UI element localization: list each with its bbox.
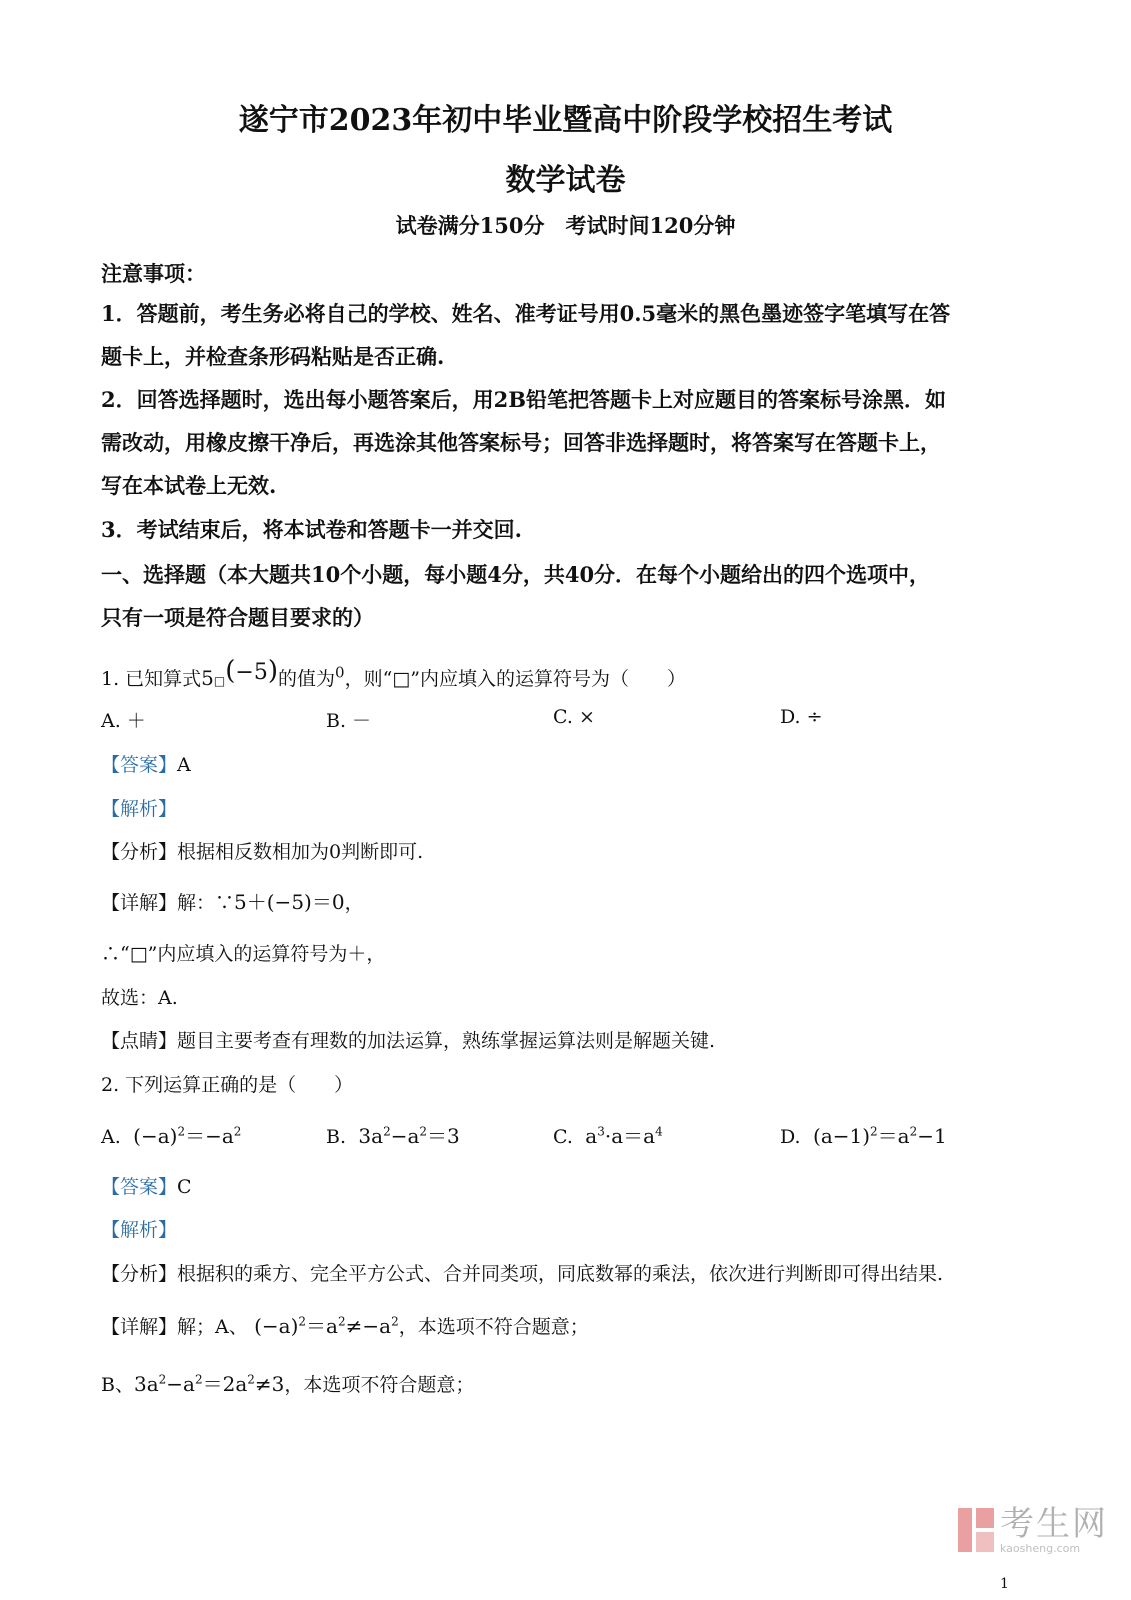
q1-zero: 0 [335,663,345,682]
q2-answer: C [177,1176,192,1198]
q1-analysis-tag: 【解析】 [101,798,178,820]
q1-dianjing-tag: 【点睛】 [101,1030,178,1052]
q1-option-a: A. ＋ [101,710,146,732]
q2-xiangjie-expr: $(-a)^2=a^2\ne-a^2$ [247,1314,399,1338]
notice-item-2-line-2: 需改动，用橡皮擦干净后，再选涂其他答案标号；回答非选择题时，将答案写在答题卡上， [101,430,941,455]
q2-option-c-label: C. [553,1126,573,1148]
section-heading-line-1: 一、选择题（本大题共10个小题，每小题4分，共40分．在每个小题给出的四个选项中， [101,562,931,587]
q1-choose: 故选：A. [101,987,178,1009]
exam-meta: 试卷满分150分 考试时间120分钟 [395,213,736,238]
q2-option-d-label: D. [780,1126,801,1148]
kaosheng-logo [958,1505,1108,1555]
q1-xiangjie-pre: 解：∵ [177,892,235,914]
q2-option-c-expr: $a^3\cdot a=a^4$ [578,1124,663,1148]
notice-item-2-line-3: 写在本试卷上无效. [101,473,277,498]
q1-option-b: B. － [326,710,372,732]
q1-expr-neg5: −5 [235,660,268,685]
q2-xiangjie-line [101,1310,589,1339]
page-title: 遂宁市2023年初中毕业暨高中阶段学校招生考试 [238,103,893,138]
q2-b-pre: B、 [101,1374,134,1396]
q1-xiangjie-tag: 【详解】 [101,892,178,914]
q1-expr-box: □ [213,674,226,688]
notice-item-2-line-1: 2．回答选择题时，选出每小题答案后，用2B铅笔把答题卡上对应题目的答案标号涂黑．如 [101,387,946,412]
q1-option-d: D. ÷ [780,706,823,728]
notice-heading: 注意事项： [101,261,206,286]
q1-expr-paren: (−5) [225,656,278,686]
q2-xiangjie-pre: 解；A、 [177,1316,248,1338]
page-number: 1 [1000,1576,1009,1592]
notice-item-1-line-1: 1．答题前，考生务必将自己的学校、姓名、准考证号用0.5毫米的黑色墨迹签字笔填写在答 [101,301,951,326]
q1-option-c: C. × [553,706,595,728]
q2-option-d-expr: $(a-1)^2=a^2-1$ [806,1124,947,1148]
q1-dianjing-line [101,1026,715,1053]
q2-b-post: ，本选项不符合题意； [284,1374,475,1396]
question-1-mid: 的值为 [278,668,336,690]
q2-xiangjie-post: ，本选项不符合题意； [398,1316,589,1338]
kaosheng-logo-text: 考生网 [1000,1504,1108,1544]
q2-answer-line [101,1172,192,1199]
q2-option-b [326,1120,460,1149]
q1-answer-line [101,750,191,777]
q2-option-b-expr: $3a^2-a^2=3$ [352,1124,460,1148]
q1-xiangjie-post: ， [344,892,364,914]
q1-therefore: ∴“□”内应填入的运算符号为＋， [101,943,386,965]
q2-analysis-tag: 【解析】 [101,1219,178,1241]
question-1-suffix: ，则“□”内应填入的运算符号为（ ） [344,668,686,690]
page-subtitle: 数学试卷 [505,163,626,198]
question-1-prefix: 1. 已知算式 [101,668,202,690]
q1-dianjing: 题目主要考查有理数的加法运算，熟练掌握运算法则是解题关键. [177,1030,716,1052]
kaosheng-logo-icon [958,1508,994,1552]
notice-item-1-line-2: 题卡上，并检查条形码粘贴是否正确. [101,344,445,369]
q2-b-expr: $3a^2-a^2=2a^2\ne 3$ [133,1372,285,1396]
q2-option-b-label: B. [326,1126,347,1148]
q2-fenxi-line [101,1259,943,1286]
q1-fenxi: 根据相反数相加为0判断即可. [177,841,424,863]
question-1-stem [101,656,686,692]
q2-xiangjie-tag: 【详解】 [101,1316,178,1338]
q1-fenxi-line [101,837,423,864]
q2-option-a-expr: $(-a)^2=-a^2$ [126,1124,242,1148]
question-2-stem: 2. 下列运算正确的是（ ） [101,1074,354,1096]
q1-answer: A [177,754,191,776]
q2-option-c [553,1120,663,1149]
section-heading-line-2: 只有一项是符合题目要求的） [101,605,374,630]
q2-fenxi: 根据积的乘方、完全平方公式、合并同类项，同底数幂的乘法，依次进行判断即可得出结果. [177,1263,944,1285]
q2-option-a [101,1120,241,1149]
q2-fenxi-tag: 【分析】 [101,1263,178,1285]
notice-item-3: 3．考试结束后，将本试卷和答题卡一并交回. [101,517,522,542]
kaosheng-logo-url: kaosheng.com [1000,1542,1081,1555]
q1-xiangjie-expr: 5＋(−5)＝0 [234,890,345,914]
q1-expr-5: 5 [201,666,214,690]
q1-xiangjie-line [101,886,364,915]
q1-fenxi-tag: 【分析】 [101,841,178,863]
q2-option-d [780,1120,947,1149]
q2-b-line [101,1368,474,1397]
q1-answer-tag: 【答案】 [101,754,178,776]
q2-option-a-label: A. [101,1126,121,1148]
q2-answer-tag: 【答案】 [101,1176,178,1198]
